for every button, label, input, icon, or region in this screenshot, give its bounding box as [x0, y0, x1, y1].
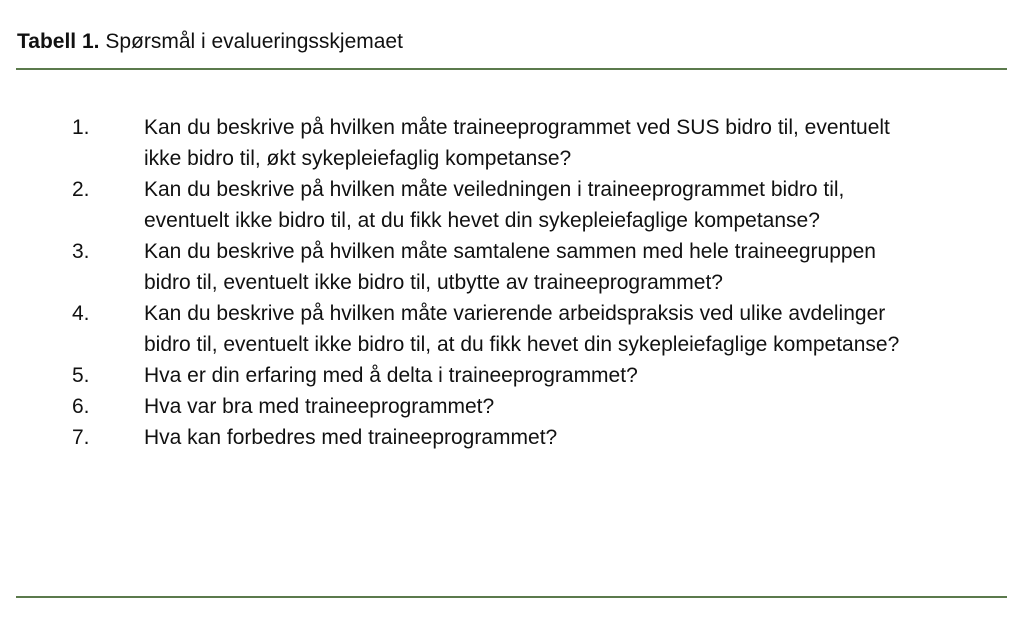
item-text: Kan du beskrive på hvilken måte varierende arbeidspraksis ved ulike avdelinger bidro til, eventuelt ikke bidro til, at du fikk hevet din sykepleiefaglige kompetanse? — [144, 302, 900, 356]
list-item — [72, 298, 952, 360]
list-item — [72, 422, 952, 453]
item-text: Hva kan forbedres med traineeprogrammet? — [144, 426, 558, 449]
item-text: Kan du beskrive på hvilken måte veiledningen i traineeprogrammet bidro til, eventuelt ikke bidro til, at du fikk hevet din sykepleiefaglige kompetanse? — [144, 178, 845, 232]
item-number: 5. — [72, 364, 90, 387]
caption-label: Tabell 1. — [17, 30, 100, 53]
item-number: 4. — [72, 302, 90, 325]
item-number: 3. — [72, 240, 90, 263]
item-number: 6. — [72, 395, 90, 418]
list-item — [72, 360, 952, 391]
list-item — [72, 174, 952, 236]
list-item — [72, 236, 952, 298]
item-number: 2. — [72, 178, 90, 201]
item-number: 7. — [72, 426, 90, 449]
top-divider — [16, 68, 1007, 70]
caption-title: Spørsmål i evalueringsskjemaet — [99, 30, 403, 53]
table-caption — [17, 28, 403, 56]
question-list — [72, 112, 952, 453]
item-text: Kan du beskrive på hvilken måte traineeprogrammet ved SUS bidro til, eventuelt ikke bidro til, økt sykepleiefaglig kompetanse? — [144, 116, 890, 170]
item-text: Kan du beskrive på hvilken måte samtalene sammen med hele traineegruppen bidro til, eventuelt ikke bidro til, utbytte av traineeprogrammet? — [144, 240, 876, 294]
list-item — [72, 391, 952, 422]
item-text: Hva var bra med traineeprogrammet? — [144, 395, 495, 418]
list-item — [72, 112, 952, 174]
item-number: 1. — [72, 116, 90, 139]
bottom-divider — [16, 596, 1007, 598]
item-text: Hva er din erfaring med å delta i traineeprogrammet? — [144, 364, 638, 387]
